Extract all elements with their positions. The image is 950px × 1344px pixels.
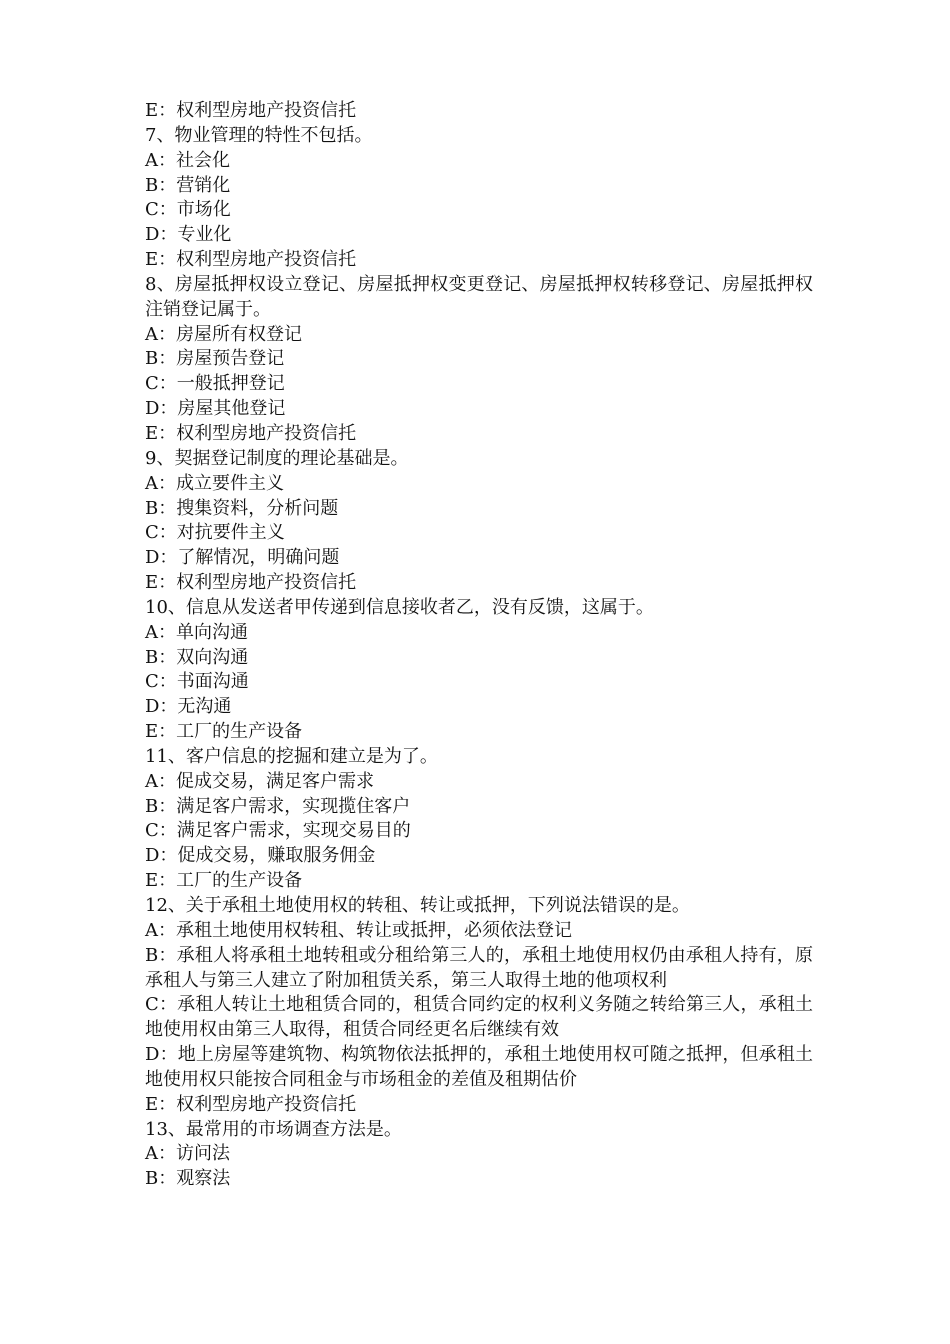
option-c: C：对抗要件主义 bbox=[145, 522, 285, 544]
option-a: A：促成交易，满足客户需求 bbox=[145, 770, 374, 792]
option-e: E：工厂的生产设备 bbox=[145, 870, 303, 892]
option-a: A：社会化 bbox=[145, 149, 230, 171]
option-d: D：了解情况，明确问题 bbox=[145, 547, 340, 569]
option-b: B：满足客户需求，实现揽住客户 bbox=[145, 795, 411, 817]
question-10: 10、信息从发送者甲传递到信息接收者乙，没有反馈，这属于。 bbox=[145, 596, 654, 618]
option-e: E：权利型房地产投资信托 bbox=[145, 1093, 357, 1115]
option-a: A：成立要件主义 bbox=[145, 472, 284, 494]
option-b: B：双向沟通 bbox=[145, 646, 249, 668]
option-b: B：搜集资料，分析问题 bbox=[145, 497, 339, 519]
option-d: D：专业化 bbox=[145, 224, 232, 246]
option-d: D：地上房屋等建筑物、构筑物依法抵押的，承租土地使用权可随之抵押，但承租土地使用权只能按合同租金与市场租金的差值及租期估价 bbox=[145, 1044, 813, 1090]
document-body bbox=[145, 99, 813, 1192]
question-7: 7、物业管理的特性不包括。 bbox=[145, 124, 373, 146]
option-c: C：满足客户需求，实现交易目的 bbox=[145, 820, 411, 842]
question-12: 12、关于承租土地使用权的转租、转让或抵押，下列说法错误的是。 bbox=[145, 895, 690, 916]
option-c: C：市场化 bbox=[145, 199, 231, 221]
option-b: B：房屋预告登记 bbox=[145, 348, 285, 370]
question-8: 8、房屋抵押权设立登记、房屋抵押权变更登记、房屋抵押权转移登记、房屋抵押权注销登记属于。 bbox=[145, 273, 813, 320]
option-c: C：承租人转让土地租赁合同的，租赁合同约定的权利义务随之转给第三人，承租土地使用权由第三人取得，租赁合同经更名后继续有效 bbox=[145, 994, 813, 1041]
option-d: D：无沟通 bbox=[145, 696, 232, 718]
question-11: 11、客户信息的挖掘和建立是为了。 bbox=[145, 745, 438, 767]
option-a: A：访问法 bbox=[145, 1143, 230, 1165]
option-d: D：房屋其他登记 bbox=[145, 398, 286, 420]
option-d: D：促成交易，赚取服务佣金 bbox=[145, 845, 376, 867]
option-e: E：工厂的生产设备 bbox=[145, 721, 303, 743]
option-a: A：房屋所有权登记 bbox=[145, 323, 302, 345]
option-b: B：营销化 bbox=[145, 174, 231, 196]
question-13: 13、最常用的市场调查方法是。 bbox=[145, 1118, 402, 1140]
option-e: E：权利型房地产投资信托 bbox=[145, 572, 357, 594]
question-9: 9、契据登记制度的理论基础是。 bbox=[145, 447, 409, 469]
option-b: B：承租人将承租土地转租或分租给第三人的，承租土地使用权仍由承租人持有，原承租人与第三人建立了附加租赁关系，第三人取得土地的他项权利 bbox=[145, 944, 813, 991]
option-e: E：权利型房地产投资信托 bbox=[145, 422, 357, 444]
option-a: A：单向沟通 bbox=[145, 621, 248, 643]
option-e: E：权利型房地产投资信托 bbox=[145, 100, 357, 121]
option-e: E：权利型房地产投资信托 bbox=[145, 249, 357, 271]
option-c: C：一般抵押登记 bbox=[145, 373, 285, 395]
option-b: B：观察法 bbox=[145, 1168, 231, 1190]
option-c: C：书面沟通 bbox=[145, 671, 249, 693]
option-a: A：承租土地使用权转租、转让或抵押，必须依法登记 bbox=[145, 919, 572, 941]
